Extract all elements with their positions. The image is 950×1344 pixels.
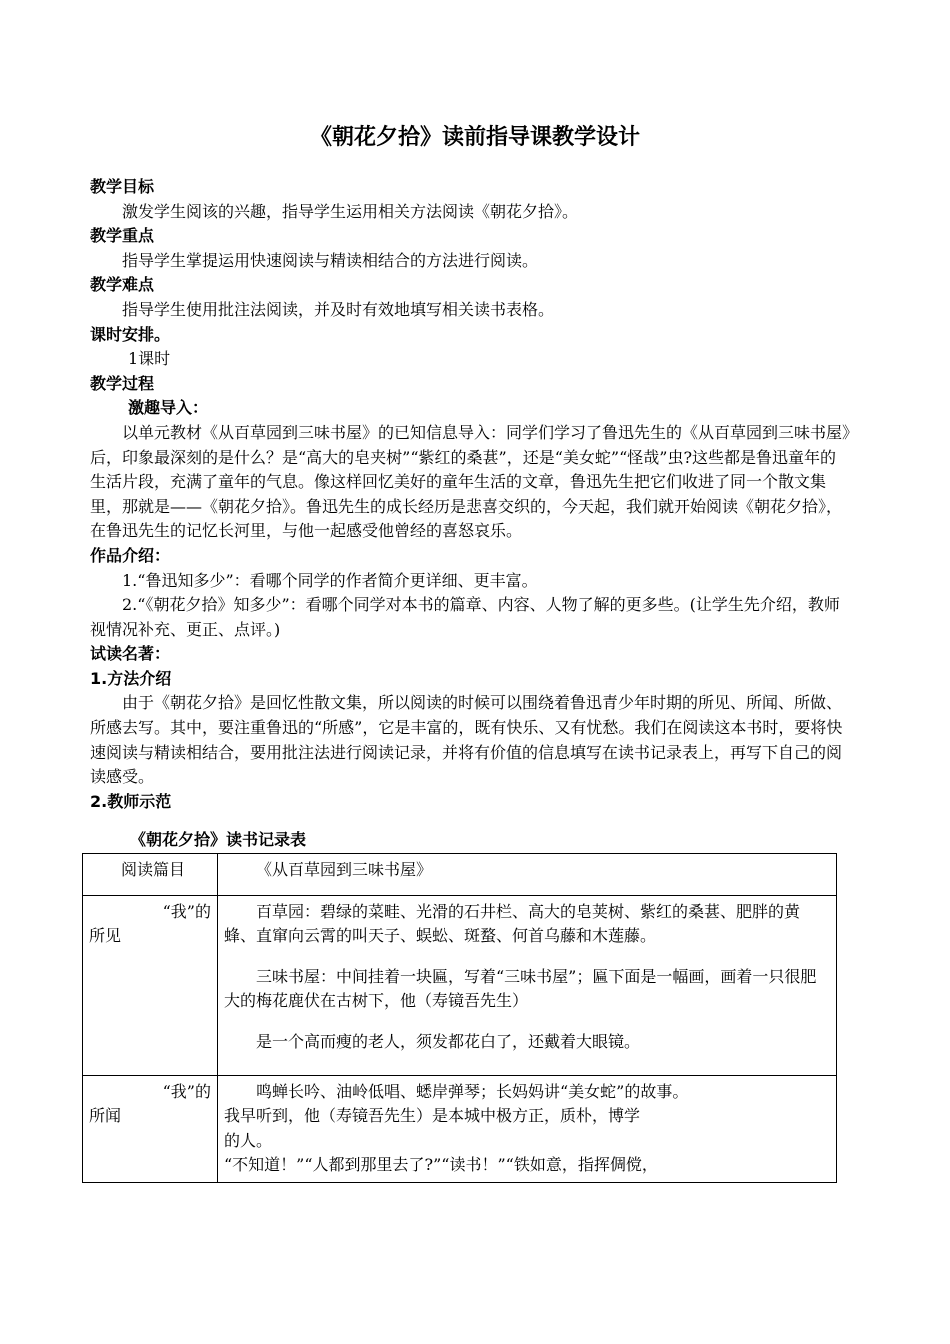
difficulty-heading: 教学难点 xyxy=(90,275,155,295)
demo-heading: 2.教师示范 xyxy=(90,791,172,811)
intro-text: 以单元教材《从百草园到三味书屋》的已知信息导入：同学们学习了鲁迅先生的《从百草园到三味书屋》后，印象最深刻的是什么？是“高大的皂夹树”“紫红的桑葚”，还是“美女蛇”“怪哉”虫?这些都是鲁迅童年的生活片段，充满了童年的气息。像这样回忆美好的童年生活的文章，鲁迅先生把它们收进了同一个散文集里，那就是——《朝花夕拾》。鲁迅先生的成长经历是悲喜交织的，今天起，我们就开始阅读《朝花夕拾》，在鲁迅先生的记忆长河里，与他一起感受他曾经的喜怒哀乐。 xyxy=(90,422,851,541)
table-row xyxy=(83,854,837,896)
goal-heading: 教学目标 xyxy=(90,177,155,196)
row3-line-2: 我早听到，他（寿镜吾先生）是本城中极方正，质朴，博学 xyxy=(224,1106,641,1126)
table-cell-label xyxy=(83,854,218,896)
schedule-text: 1课时 xyxy=(128,349,171,369)
work-item-2: 2.“《朝花夕拾》知多少”：看哪个同学对本书的篇章、内容、人物了解的更多些。(让学生先介绍，教师视情况补充、更正、点评。) xyxy=(90,595,840,639)
reading-record-table xyxy=(82,853,837,1183)
document-body xyxy=(90,175,850,1183)
table-row xyxy=(83,1075,837,1182)
row3-label-b: 所闻 xyxy=(89,1106,122,1126)
method-heading: 1.方法介绍 xyxy=(90,668,172,688)
row2-para-1: 百草园：碧绿的菜畦、光滑的石井栏、高大的皂荚树、紫红的桑葚、肥胖的黄蜂、直窜向云霄的叫天子、蜈蚣、斑蝥、何首乌藤和木莲藤。 xyxy=(224,901,801,946)
work-heading: 作品介绍： xyxy=(90,545,171,565)
row3-line-4: “不知道！”“人都到那里去了?”“读书！”“铁如意，指挥倜傥， xyxy=(224,1155,658,1175)
row1-label: 阅读篇目 xyxy=(121,860,186,880)
focus-text: 指导学生掌提运用快速阅读与精读相结合的方法进行阅读。 xyxy=(122,250,539,270)
row2-label-a: “我”的 xyxy=(162,901,211,921)
focus-heading: 教学重点 xyxy=(90,226,155,246)
table-row xyxy=(83,895,837,1075)
table-cell-value xyxy=(218,895,837,1075)
row3-line-1: 鸣蝉长吟、油岭低唱、蟋岸弹琴；长妈妈讲“美女蛇”的故事。 xyxy=(256,1081,689,1101)
row1-value: 《从百草园到三味书屋》 xyxy=(256,860,433,880)
goal-text: 激发学生阅该的兴趣，指导学生运用相关方法阅读《朝花夕拾》。 xyxy=(122,201,579,221)
row3-label-a: “我”的 xyxy=(162,1081,211,1101)
table-cell-label xyxy=(83,895,218,1075)
difficulty-text: 指导学生使用批注法阅读，并及时有效地填写相关读书表格。 xyxy=(122,299,555,319)
intro-heading: 激趣导入： xyxy=(128,398,209,418)
table-cell-label xyxy=(83,1075,218,1182)
process-heading: 教学过程 xyxy=(90,373,155,393)
row2-label-b: 所见 xyxy=(89,926,122,946)
row2-para-3: 是一个高而瘦的老人，须发都花白了，还戴着大眼镜。 xyxy=(256,1032,641,1051)
table-cell-value xyxy=(218,1075,837,1182)
paragraph-gap xyxy=(224,1014,830,1030)
table-caption: 《朝花夕拾》读书记录表 xyxy=(130,830,307,850)
paragraph-gap xyxy=(224,1055,830,1071)
schedule-heading: 课时安排。 xyxy=(90,324,171,344)
row3-line-3: 的人。 xyxy=(224,1130,273,1150)
table-cell-value xyxy=(218,854,837,896)
row2-para-2: 三味书屋：中间挂着一块匾，写着“三味书屋”；匾下面是一幅画，画着一只很肥大的梅花鹿伏在古树下，他（寿镜吾先生） xyxy=(224,966,817,1011)
paragraph-gap xyxy=(224,949,830,965)
work-item-1: 1.“鲁迅知多少”：看哪个同学的作者简介更详细、更丰富。 xyxy=(122,570,538,590)
page-title: 《朝花夕拾》读前指导课教学设计 xyxy=(309,125,640,150)
method-text: 由于《朝花夕拾》是回忆性散文集，所以阅读的时候可以围绕着鲁迅青少年时期的所见、所闻、所做、所感去写。其中，要注重鲁迅的“所感”，它是丰富的，既有快乐、又有忧愁。我们在阅读这本书时，要将快速阅读与精读相结合，要用批注法进行阅读记录，并将有价值的信息填写在读书记录表上，再写下自己的阅读感受。 xyxy=(90,693,843,787)
trial-heading: 试读名著： xyxy=(90,644,171,664)
